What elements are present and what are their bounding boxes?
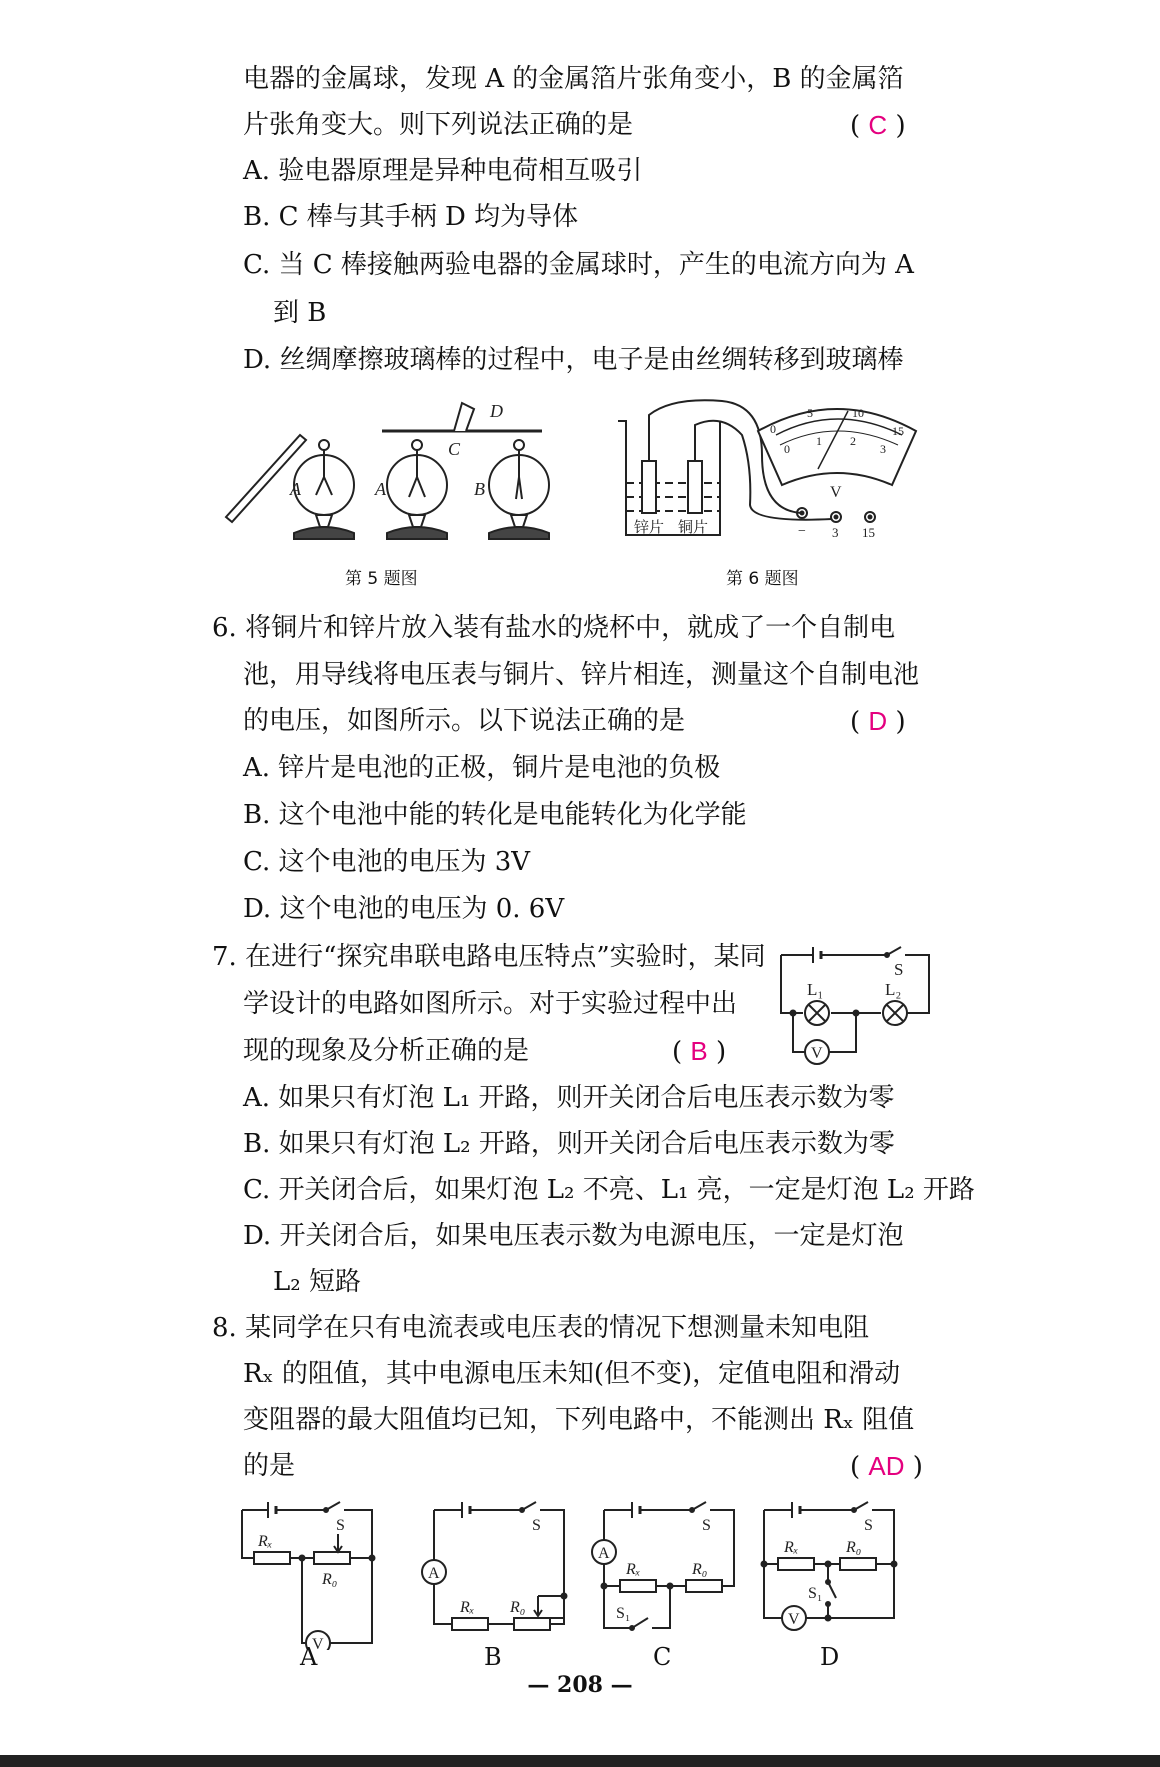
fig5-label-b: B bbox=[474, 479, 485, 499]
q5-answer: ( C ) bbox=[850, 110, 906, 141]
q8-circuit-c bbox=[590, 1500, 740, 1650]
q6-option-b: B. 这个电池中能的转化是电能转化为化学能 bbox=[243, 800, 747, 830]
q8-circuit-a bbox=[238, 1500, 378, 1650]
page-number: — 208 — bbox=[527, 1672, 633, 1698]
q8d-meter-label: V bbox=[788, 1611, 800, 1628]
q8c-r0-label: R₀ bbox=[692, 1561, 708, 1578]
q5-option-d: D. 丝绸摩擦玻璃棒的过程中，电子是由丝绸转移到玻璃棒 bbox=[243, 345, 904, 375]
fig6-lower-scale-1: 1 bbox=[816, 434, 822, 448]
q5-option-c: C. 当 C 棒接触两验电器的金属球时，产生的电流方向为 A bbox=[243, 250, 914, 280]
q8b-rx-label: Rₓ bbox=[460, 1599, 475, 1616]
fig6-zinc-label: 锌片 bbox=[634, 518, 665, 536]
q8a-letter: A bbox=[300, 1643, 318, 1671]
q6-stem-line-1: 6. 将铜片和锌片放入装有盐水的烧杯中，就成了一个自制电 bbox=[212, 613, 896, 643]
fig5-label-d: D bbox=[490, 401, 503, 421]
q8-stem-line-4: 的是 bbox=[243, 1451, 296, 1481]
figure-5 bbox=[222, 395, 552, 555]
fig6-upper-scale-0: 0 bbox=[770, 422, 776, 436]
fig7-l1-label: L₁ bbox=[807, 980, 824, 999]
fig5-label-a2: A bbox=[375, 479, 386, 499]
figure-5-caption: 第 5 题图 bbox=[345, 569, 418, 589]
fig6-terminal-3: 3 bbox=[832, 525, 839, 540]
q8d-switch-label: S bbox=[864, 1517, 873, 1534]
fig7-voltmeter-label: V bbox=[811, 1045, 823, 1062]
fig6-upper-scale-5: 5 bbox=[807, 406, 813, 420]
q5-option-b: B. C 棒与其手柄 D 均为导体 bbox=[243, 202, 579, 232]
q8d-s1-label: S₁ bbox=[808, 1585, 823, 1602]
figure-6-caption: 第 6 题图 bbox=[726, 569, 799, 589]
q7-stem-line-3: 现的现象及分析正确的是 bbox=[243, 1036, 530, 1066]
q8-answer: ( AD ) bbox=[850, 1451, 923, 1482]
q7-option-b: B. 如果只有灯泡 L₂ 开路，则开关闭合后电压表示数为零 bbox=[243, 1129, 895, 1159]
fig6-lower-scale-2: 2 bbox=[850, 434, 856, 448]
q7-stem-line-2: 学设计的电路如图所示。对于实验过程中出 bbox=[243, 989, 738, 1019]
q8c-rx-label: Rₓ bbox=[626, 1561, 641, 1578]
q8d-rx-label: Rₓ bbox=[784, 1539, 799, 1556]
q6-option-d: D. 这个电池的电压为 0. 6V bbox=[243, 894, 565, 924]
fig6-upper-scale-15: 15 bbox=[892, 424, 904, 438]
q8-answer-value: AD bbox=[868, 1451, 905, 1481]
figure-7-circuit bbox=[775, 945, 935, 1067]
q5-answer-value: C bbox=[868, 110, 888, 140]
fig6-upper-scale-10: 10 bbox=[852, 406, 864, 420]
q8-circuit-b bbox=[420, 1500, 570, 1650]
q8b-letter: B bbox=[484, 1643, 502, 1671]
q8-circuit-d bbox=[758, 1500, 908, 1650]
q7-stem-line-1: 7. 在进行“探究串联电路电压特点”实验时，某同 bbox=[212, 942, 766, 972]
fig6-lower-scale-3: 3 bbox=[880, 442, 886, 456]
q8-stem-line-3: 变阻器的最大阻值均已知，下列电路中，不能测出 Rₓ 阻值 bbox=[243, 1405, 915, 1435]
q7-option-d-cont: L₂ 短路 bbox=[273, 1267, 361, 1297]
q5-stem-line-2: 片张角变大。则下列说法正确的是 bbox=[243, 110, 634, 140]
q7-option-c: C. 开关闭合后，如果灯泡 L₂ 不亮、L₁ 亮，一定是灯泡 L₂ 开路 bbox=[243, 1175, 975, 1205]
q7-option-d: D. 开关闭合后，如果电压表示数为电源电压，一定是灯泡 bbox=[243, 1221, 904, 1251]
q5-stem-line-1: 电器的金属球，发现 A 的金属箔片张角变小，B 的金属箔 bbox=[243, 64, 904, 94]
fig6-volt-label: V bbox=[830, 484, 842, 501]
q8a-meter-label: V bbox=[312, 1636, 324, 1650]
q8b-meter-label: A bbox=[428, 1565, 440, 1582]
q8d-r0-label: R₀ bbox=[846, 1539, 862, 1556]
q7-option-a: A. 如果只有灯泡 L₁ 开路，则开关闭合后电压表示数为零 bbox=[243, 1083, 895, 1113]
q7-answer: ( B ) bbox=[672, 1036, 727, 1067]
fig7-l2-label: L₂ bbox=[885, 980, 902, 999]
fig6-copper-label: 铜片 bbox=[678, 518, 709, 536]
q8b-r0-label: R₀ bbox=[510, 1599, 526, 1616]
q6-option-a: A. 锌片是电池的正极，铜片是电池的负极 bbox=[243, 753, 721, 783]
q8c-meter-label: A bbox=[598, 1545, 610, 1562]
q8c-letter: C bbox=[653, 1643, 672, 1671]
q8d-letter: D bbox=[820, 1643, 840, 1671]
fig7-switch-label: S bbox=[894, 960, 904, 979]
q8-stem-line-2: Rₓ 的阻值，其中电源电压未知(但不变)，定值电阻和滑动 bbox=[243, 1359, 901, 1389]
bottom-edge-bar bbox=[0, 1755, 1160, 1767]
q6-answer-value: D bbox=[868, 706, 888, 736]
fig5-label-a1: A bbox=[290, 479, 301, 499]
q8b-switch-label: S bbox=[532, 1517, 541, 1534]
q6-stem-line-2: 池，用导线将电压表与铜片、锌片相连，测量这个自制电池 bbox=[243, 660, 920, 690]
q6-option-c: C. 这个电池的电压为 3V bbox=[243, 847, 531, 877]
q6-stem-line-3: 的电压，如图所示。以下说法正确的是 bbox=[243, 706, 686, 736]
q8a-rx-label: Rₓ bbox=[258, 1533, 273, 1550]
q8-stem-line-1: 8. 某同学在只有电流表或电压表的情况下想测量未知电阻 bbox=[212, 1313, 870, 1343]
q6-answer: ( D ) bbox=[850, 706, 906, 737]
q8c-s1-label: S₁ bbox=[616, 1605, 631, 1622]
fig6-lower-scale-0: 0 bbox=[784, 442, 790, 456]
figure-6 bbox=[612, 395, 922, 545]
q8c-switch-label: S bbox=[702, 1517, 711, 1534]
q7-answer-value: B bbox=[690, 1036, 708, 1066]
fig6-terminal-15: 15 bbox=[862, 525, 875, 540]
q8a-r0-label: R₀ bbox=[322, 1571, 338, 1588]
q8a-switch-label: S bbox=[336, 1517, 345, 1534]
fig5-label-c: C bbox=[448, 439, 461, 459]
fig6-terminal-minus: − bbox=[798, 524, 806, 539]
q5-option-a: A. 验电器原理是异种电荷相互吸引 bbox=[243, 156, 643, 186]
q5-option-c-cont: 到 B bbox=[273, 298, 327, 328]
